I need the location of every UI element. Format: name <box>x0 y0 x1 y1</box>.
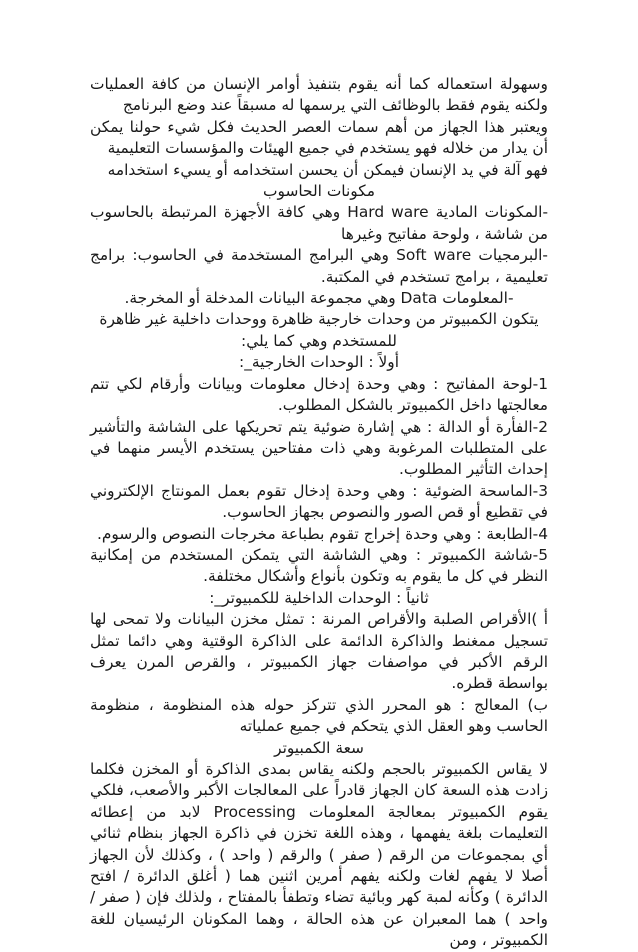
document-body <box>90 74 548 952</box>
item-disks: أ )الأقراص الصلبة والأقراص المرنة : تمثل مخزن البيانات ولا تمحى لها تسجيل ممغنط والذاكرة الدائمة على الذاكرة الوقتية وهي دائما تمثل الرقم الأكبر في مواصفات جهاز الكمبيوتر ، والقرص المرن يعرف بواسطة قطره. <box>90 610 548 693</box>
item-mouse: 2-الفأرة أو الدالة : هي إشارة ضوئية يتم تحريكها على الشاشة والتأشير على المتطلبات المرغوبة وهي ذات مفتاحين يستخدم الأيسر منهما في إحداث التأثير المطلوب. <box>90 417 548 479</box>
paragraph-units-intro: يتكون الكمبيوتر من وحدات خارجية ظاهرة ووحدات داخلية غير ظاهرة للمستخدم وهي كما يلي: <box>99 310 539 350</box>
intro-paragraph-tool: فهو آلة في يد الإنسان فيمكن أن يحسن استخدامه أو يسيء استخدامه <box>107 160 548 179</box>
item-software: -البرمجيات Soft ware وهي البرامج المستخدمة في الحاسوب: برامج تعليمية ، برامج تستخدم في المكتبة. <box>90 246 548 286</box>
item-printer: 4-الطابعة : وهي وحدة إخراج تقوم بطباعة مخرجات النصوص والرسوم. <box>96 524 548 543</box>
heading-internal-units: ثانياً : الوحدات الداخلية للكمبيوتر_: <box>209 588 429 607</box>
item-hardware: -المكونات المادية Hard ware وهي كافة الأجهزة المرتبطة بالحاسوب من شاشة ، ولوحة مفاتيح وغيرها <box>90 203 548 243</box>
item-scanner: 3-الماسحة الضوئية : وهي وحدة إدخال تقوم بعمل المونتاج الإلكتروني في تقطيع أو قص الصور والنصوص بجهاز الحاسوب. <box>90 481 548 522</box>
heading-external-units: أولاً : الوحدات الخارجية_: <box>239 353 399 372</box>
heading-computer-capacity: سعة الكمبيوتر <box>274 738 364 757</box>
item-data: -المعلومات Data وهي مجموعة البيانات المدخلة أو المخرجة. <box>124 289 514 308</box>
heading-computer-components: مكونات الحاسوب <box>263 182 375 201</box>
item-processor: ب) المعالج : هو المحرر الذي تتركز حوله هذه المنظومة ، منظومة الحاسب وهو العقل الذي يتحكم في جميع عملياته <box>90 695 548 736</box>
item-keyboard: 1-لوحة المفاتيح : وهي وحدة إدخال معلومات وبيانات وأرقام لكي تتم معالجتها داخل الكمبيوتر بالشكل المطلوب. <box>90 374 548 415</box>
paragraph-capacity: لا يقاس الكمبيوتر بالحجم ولكنه يقاس بمدى الذاكرة أو المخزن فكلما زادت هذه السعة كان الجهاز قادراً على المعالجات الأكبر والأصعب، فلكي يقوم الكمبيوتر بمعالجة المعلومات Processing لابد من إعطائه التعليمات بلغة يفهمها ، وهذه اللغة تخزن في ذاكرة الجهاز بنظام ثنائي أي بمجموعات من الرقم ( صفر ) والرقم ( واحد ) ، وكذلك لأن الجهاز أصلا لا يفهم لغات ولكنه يفهم أمرين اثنين هما ( أغلق الدائرة / افتح الدائرة ) وكأنه لمبة كهر وبائية تضاء وتطفأ بالمفتاح ، ولذلك فإن ( صفر / واحد ) هما المعبران عن هذه الحالة ، وهما المكونان الرئيسيان للغة الكمبيوتر ، ومن <box>90 760 548 950</box>
intro-paragraph-importance: ويعتبر هذا الجهاز من أهم سمات العصر الحديث فكل شيء حولنا يمكن أن يدار من خلاله فهو يستخدم في جميع الهيئات والمؤسسات التعليمية <box>90 117 548 158</box>
intro-paragraph-usage: وسهولة استعماله كما أنه يقوم بتنفيذ أوامر الإنسان من كافة العمليات ولكنه يقوم فقط بالوظائف التي يرسمها له مسبقاً عند وضع البرنامج <box>90 75 548 115</box>
item-monitor: 5-شاشة الكمبيوتر : وهي الشاشة التي يتمكن المستخدم من إمكانية النظر في كل ما يقوم به وتكون بأنواع وأشكال مختلفة. <box>90 545 548 586</box>
